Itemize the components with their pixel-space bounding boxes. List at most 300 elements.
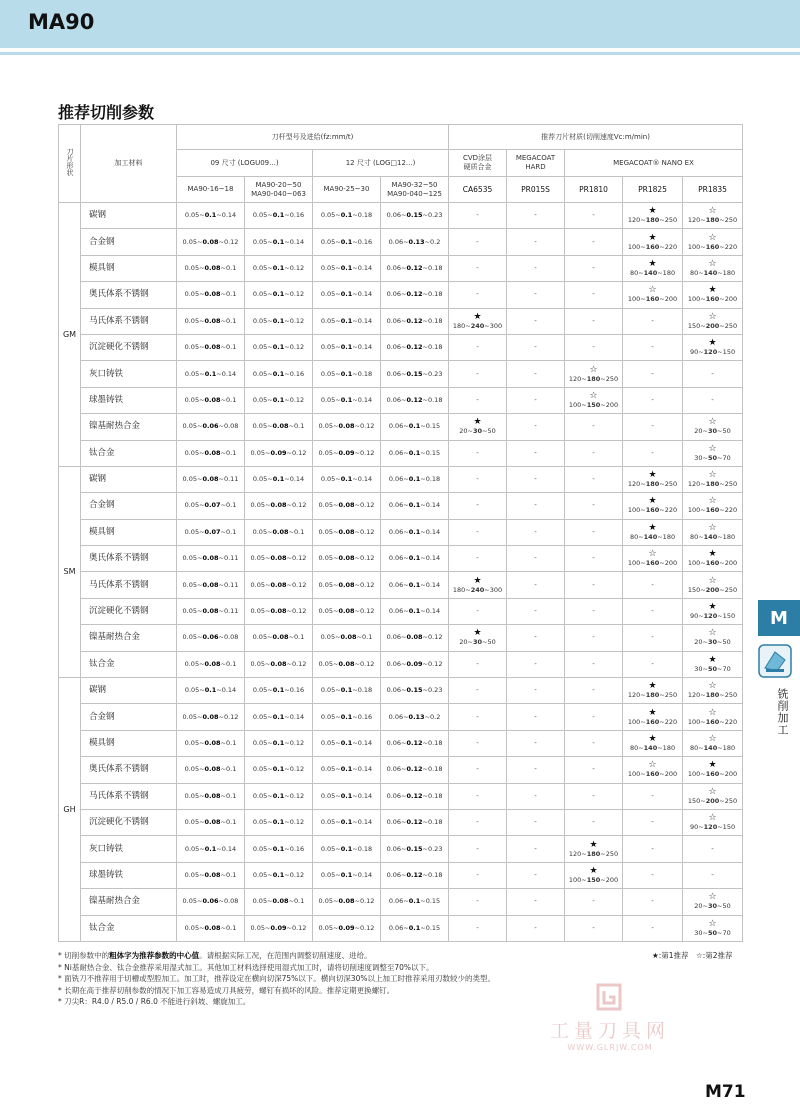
feed-cell: 0.06~0.1~0.14	[381, 493, 449, 519]
second-recommend-icon: ☆	[708, 311, 717, 322]
first-recommend-icon: ★	[648, 734, 657, 744]
second-recommend-icon: ☆	[648, 549, 657, 560]
dash-mark: -	[592, 554, 595, 563]
speed-range: 80~140~180	[629, 268, 676, 277]
dash-mark: -	[592, 739, 595, 747]
dash-mark: -	[534, 527, 537, 536]
speed-cell	[507, 651, 565, 677]
speed-cell	[507, 493, 565, 519]
material-cell: 碳钢	[81, 466, 177, 492]
dash-mark: -	[711, 844, 714, 853]
feed-cell: 0.05~0.08~0.1	[177, 915, 245, 941]
dash-mark: -	[651, 818, 654, 827]
feed-cell: 0.06~0.12~0.18	[381, 783, 449, 809]
grade-ca6535: CA6535	[449, 177, 507, 203]
first-recommend-icon: ★	[708, 760, 717, 771]
speed-cell	[683, 678, 743, 704]
material-cell: 合金钢	[81, 704, 177, 730]
speed-cell	[565, 361, 623, 387]
dash-mark: -	[651, 422, 654, 431]
feed-cell: 0.05~0.08~0.12	[313, 414, 381, 440]
speed-cell	[565, 598, 623, 624]
feed-cell: 0.05~0.1~0.14	[313, 308, 381, 334]
second-recommend-icon: ☆	[708, 496, 717, 507]
feed-cell: 0.05~0.1~0.14	[313, 862, 381, 888]
first-recommend-icon: ★	[648, 258, 657, 269]
second-recommend-icon: ☆	[708, 443, 717, 454]
table-row	[59, 255, 743, 281]
table-row	[59, 862, 743, 888]
dash-mark: -	[534, 633, 537, 642]
material-cell: 奥氏体系不锈钢	[81, 546, 177, 572]
material-cell: 球墨铸铁	[81, 387, 177, 413]
speed-range: 180~240~300	[452, 321, 503, 330]
speed-cell	[623, 255, 683, 281]
feed-cell: 0.05~0.08~0.12	[313, 651, 381, 677]
dash-mark: -	[534, 686, 537, 695]
speed-cell	[565, 387, 623, 413]
watermark-url: WWW.GLRJW.COM	[567, 1043, 653, 1052]
nanoex-header: MEGACOAT® NANO EX	[565, 150, 743, 177]
speed-cell	[683, 255, 743, 281]
speed-cell	[507, 598, 565, 624]
dash-mark: -	[592, 448, 595, 457]
speed-range: 100~150~200	[568, 875, 619, 884]
size12-header: 12 尺寸 (LOG□12...)	[313, 150, 449, 177]
dash-mark: -	[534, 237, 537, 246]
speed-cell	[449, 414, 507, 440]
feed-cell: 0.05~0.1~0.14	[313, 757, 381, 783]
speed-cell	[449, 783, 507, 809]
first-recommend-icon: ★	[708, 549, 717, 560]
speed-range: 20~30~50	[694, 427, 731, 436]
second-recommend-icon: ☆	[708, 417, 717, 428]
second-recommend-icon: ☆	[708, 575, 717, 586]
material-cell: 合金钢	[81, 493, 177, 519]
speed-range: 100~160~220	[627, 242, 678, 251]
first-recommend-icon: ★	[473, 628, 482, 639]
feed-cell: 0.05~0.08~0.1	[177, 282, 245, 308]
speed-cell	[623, 783, 683, 809]
speed-cell	[507, 836, 565, 862]
speed-range: 120~180~250	[568, 374, 619, 383]
material-cell: 合金钢	[81, 229, 177, 255]
dash-mark: -	[534, 501, 537, 510]
table-row	[59, 704, 743, 730]
speed-cell	[565, 862, 623, 888]
speed-cell	[565, 757, 623, 783]
speed-cell	[565, 546, 623, 572]
material-cell: 模具钢	[81, 730, 177, 756]
dash-mark: -	[476, 395, 479, 404]
feed-cell: 0.06~0.12~0.18	[381, 757, 449, 783]
first-recommend-icon: ★	[473, 417, 482, 428]
speed-cell	[565, 308, 623, 334]
table-row	[59, 466, 743, 492]
speed-range: 100~160~200	[627, 295, 678, 304]
feed-cell: 0.05~0.1~0.14	[313, 466, 381, 492]
speed-range: 90~120~150	[689, 823, 736, 832]
dash-mark: -	[476, 290, 479, 299]
feed-cell: 0.05~0.08~0.12	[313, 546, 381, 572]
speed-range: 20~30~50	[694, 638, 731, 647]
feed-cell: 0.06~0.12~0.18	[381, 730, 449, 756]
speed-group-header: 推荐刀片材质(切削速度Vc:m/min)	[449, 125, 743, 150]
feed-cell: 0.05~0.08~0.12	[313, 519, 381, 545]
speed-range: 30~50~70	[694, 664, 731, 673]
speed-range: 150~200~250	[687, 321, 738, 330]
dash-mark: -	[534, 475, 537, 484]
speed-cell	[449, 809, 507, 835]
feed-cell: 0.05~0.08~0.12	[313, 493, 381, 519]
dash-mark: -	[476, 211, 479, 220]
speed-cell	[683, 546, 743, 572]
speed-range: 80~140~180	[689, 744, 736, 752]
holder-col-2: MA90-20~50 MA90-040~063	[245, 177, 313, 203]
dash-mark: -	[592, 686, 595, 695]
material-cell: 沉淀硬化不锈钢	[81, 334, 177, 360]
speed-cell	[565, 440, 623, 466]
feed-cell: 0.05~0.1~0.14	[245, 229, 313, 255]
dash-mark: -	[476, 237, 479, 246]
speed-cell	[507, 519, 565, 545]
feed-cell: 0.05~0.1~0.14	[313, 255, 381, 281]
feed-cell: 0.05~0.08~0.1	[177, 440, 245, 466]
dash-mark: -	[476, 897, 479, 906]
dash-mark: -	[592, 263, 595, 272]
dash-mark: -	[534, 422, 537, 431]
dash-mark: -	[476, 686, 479, 695]
dash-mark: -	[476, 818, 479, 827]
speed-range: 100~160~200	[687, 559, 738, 568]
speed-cell	[565, 836, 623, 862]
speed-cell	[565, 519, 623, 545]
dash-mark: -	[592, 343, 595, 352]
table-row	[59, 598, 743, 624]
speed-cell	[507, 255, 565, 281]
table-row	[59, 572, 743, 598]
feed-cell: 0.05~0.08~0.12	[245, 651, 313, 677]
feed-cell: 0.06~0.1~0.15	[381, 440, 449, 466]
speed-range: 80~140~180	[629, 744, 676, 752]
speed-cell	[565, 572, 623, 598]
feed-cell: 0.05~0.08~0.1	[245, 519, 313, 545]
notes	[58, 950, 495, 1008]
dash-mark: -	[534, 607, 537, 616]
second-recommend-icon: ☆	[648, 285, 657, 296]
feed-cell: 0.05~0.08~0.1	[245, 889, 313, 915]
second-recommend-icon: ☆	[708, 470, 717, 481]
feed-cell: 0.05~0.1~0.14	[177, 678, 245, 704]
speed-cell	[683, 387, 743, 413]
feed-cell: 0.05~0.1~0.14	[313, 334, 381, 360]
feed-cell: 0.05~0.1~0.16	[245, 203, 313, 229]
speed-range: 120~180~250	[687, 480, 738, 489]
dash-mark: -	[476, 765, 479, 774]
dash-mark: -	[534, 739, 537, 747]
second-recommend-icon: ☆	[648, 760, 657, 771]
feed-cell: 0.06~0.1~0.18	[381, 466, 449, 492]
first-recommend-icon: ★	[708, 285, 717, 296]
speed-range: 100~160~200	[687, 295, 738, 304]
dash-mark: -	[476, 527, 479, 536]
dash-mark: -	[476, 791, 479, 800]
feed-cell: 0.05~0.1~0.14	[313, 730, 381, 756]
speed-cell	[623, 493, 683, 519]
speed-cell	[507, 387, 565, 413]
speed-cell	[623, 546, 683, 572]
speed-cell	[507, 466, 565, 492]
speed-cell	[565, 704, 623, 730]
speed-cell	[683, 414, 743, 440]
speed-cell	[507, 809, 565, 835]
second-recommend-icon: ☆	[708, 918, 717, 929]
speed-range: 120~180~250	[568, 849, 619, 858]
holder-col-4: MA90-32~50 MA90-040~125	[381, 177, 449, 203]
material-cell: 灰口铸铁	[81, 836, 177, 862]
speed-cell	[507, 915, 565, 941]
feed-cell: 0.05~0.08~0.12	[245, 598, 313, 624]
note-4: * 长期在高于推荐切削参数的情况下加工容易造成刀具疲劳，螺钉有损坏的风险。推荐定期更换螺钉。	[58, 985, 395, 995]
feed-cell: 0.05~0.1~0.12	[245, 730, 313, 756]
feed-cell: 0.05~0.08~0.12	[313, 598, 381, 624]
feed-cell: 0.05~0.09~0.12	[245, 440, 313, 466]
first-recommend-icon: ★	[648, 681, 657, 692]
second-recommend-icon: ☆	[708, 892, 717, 903]
first-recommend-icon: ★	[708, 602, 717, 613]
speed-cell	[507, 203, 565, 229]
feed-cell: 0.06~0.1~0.15	[381, 889, 449, 915]
speed-cell	[683, 915, 743, 941]
feed-cell: 0.05~0.08~0.12	[245, 572, 313, 598]
dash-mark: -	[592, 527, 595, 536]
speed-range: 120~180~250	[627, 691, 678, 700]
dash-mark: -	[534, 870, 537, 879]
feed-cell: 0.05~0.06~0.08	[177, 414, 245, 440]
dash-mark: -	[651, 316, 654, 325]
holder-col-3: MA90-25~30	[313, 177, 381, 203]
feed-cell: 0.06~0.1~0.14	[381, 598, 449, 624]
speed-cell	[449, 572, 507, 598]
speed-range: 100~160~220	[687, 506, 738, 515]
watermark-text: 工量刀具网	[549, 1020, 670, 1042]
feed-cell: 0.05~0.1~0.14	[245, 466, 313, 492]
material-cell: 沉淀硬化不锈钢	[81, 598, 177, 624]
feed-cell: 0.06~0.15~0.23	[381, 678, 449, 704]
speed-range: 30~50~70	[694, 453, 731, 462]
grade-pr1835: PR1835	[683, 177, 743, 203]
feed-cell: 0.05~0.07~0.1	[177, 493, 245, 519]
speed-cell	[449, 203, 507, 229]
speed-range: 100~160~220	[627, 506, 678, 515]
feed-cell: 0.05~0.1~0.18	[313, 678, 381, 704]
dash-mark: -	[534, 923, 537, 932]
material-cell: 钛合金	[81, 915, 177, 941]
speed-cell	[683, 862, 743, 888]
speed-range: 100~160~220	[687, 717, 738, 726]
speed-cell	[623, 440, 683, 466]
first-recommend-icon: ★	[473, 575, 482, 586]
feed-group-header: 刀杆型号及进给(fz:mm/t)	[177, 125, 449, 150]
speed-cell	[623, 730, 683, 756]
feed-cell: 0.05~0.1~0.12	[245, 308, 313, 334]
table-row	[59, 809, 743, 835]
dash-mark: -	[534, 316, 537, 325]
dash-mark: -	[476, 369, 479, 378]
speed-cell	[565, 783, 623, 809]
dash-mark: -	[651, 607, 654, 616]
watermark-logo-icon	[590, 982, 630, 1012]
feed-cell: 0.06~0.09~0.12	[381, 651, 449, 677]
speed-range: 80~140~180	[689, 532, 736, 541]
first-recommend-icon: ★	[648, 470, 657, 481]
speed-cell	[683, 361, 743, 387]
speed-cell	[449, 598, 507, 624]
feed-cell: 0.05~0.08~0.12	[245, 546, 313, 572]
speed-range: 180~240~300	[452, 585, 503, 594]
feed-cell: 0.06~0.08~0.12	[381, 625, 449, 651]
speed-cell	[449, 440, 507, 466]
feed-cell: 0.05~0.1~0.14	[245, 704, 313, 730]
second-recommend-icon: ☆	[708, 813, 717, 824]
speed-cell	[449, 308, 507, 334]
shape-cell: GH	[59, 678, 81, 942]
feed-cell: 0.05~0.1~0.12	[245, 862, 313, 888]
speed-cell	[683, 440, 743, 466]
speed-cell	[623, 651, 683, 677]
speed-cell	[683, 334, 743, 360]
speed-cell	[683, 730, 743, 756]
first-recommend-icon: ★	[648, 707, 657, 718]
speed-cell	[449, 757, 507, 783]
speed-cell	[623, 229, 683, 255]
feed-cell: 0.06~0.12~0.18	[381, 387, 449, 413]
speed-cell	[507, 414, 565, 440]
speed-cell	[449, 651, 507, 677]
feed-cell: 0.06~0.12~0.18	[381, 282, 449, 308]
dash-mark: -	[592, 897, 595, 906]
speed-cell	[623, 809, 683, 835]
speed-cell	[623, 466, 683, 492]
speed-range: 90~120~150	[689, 348, 736, 357]
dash-mark: -	[651, 369, 654, 378]
speed-range: 100~160~220	[627, 717, 678, 726]
feed-cell: 0.06~0.1~0.14	[381, 519, 449, 545]
speed-cell	[683, 625, 743, 651]
speed-cell	[449, 836, 507, 862]
dash-mark: -	[476, 607, 479, 616]
feed-cell: 0.06~0.1~0.14	[381, 546, 449, 572]
speed-range: 100~160~200	[627, 770, 678, 779]
holder-col-1: MA90-16~18	[177, 177, 245, 203]
feed-cell: 0.06~0.12~0.18	[381, 334, 449, 360]
table-row	[59, 519, 743, 545]
speed-cell	[449, 862, 507, 888]
material-cell: 镍基耐热合金	[81, 889, 177, 915]
speed-cell	[683, 889, 743, 915]
dash-mark: -	[711, 395, 714, 404]
material-cell: 马氏体系不锈钢	[81, 783, 177, 809]
speed-cell	[683, 783, 743, 809]
dash-mark: -	[592, 712, 595, 721]
section-title: 推荐切削参数	[58, 103, 155, 122]
dash-mark: -	[534, 712, 537, 721]
speed-range: 150~200~250	[687, 585, 738, 594]
speed-cell	[623, 282, 683, 308]
feed-cell: 0.05~0.07~0.1	[177, 519, 245, 545]
table-row	[59, 678, 743, 704]
speed-cell	[623, 334, 683, 360]
side-tab-letter[interactable]: M	[758, 600, 800, 636]
page-title: MA90	[28, 10, 95, 34]
feed-cell: 0.05~0.08~0.11	[177, 572, 245, 598]
speed-cell	[623, 915, 683, 941]
material-cell: 沉淀硬化不锈钢	[81, 809, 177, 835]
dash-mark: -	[534, 448, 537, 457]
material-header: 加工材料	[81, 125, 177, 203]
speed-cell	[565, 255, 623, 281]
feed-cell: 0.05~0.09~0.12	[313, 915, 381, 941]
feed-cell: 0.05~0.1~0.16	[313, 229, 381, 255]
speed-range: 120~180~250	[687, 216, 738, 225]
feed-cell: 0.05~0.08~0.1	[245, 625, 313, 651]
speed-cell	[449, 466, 507, 492]
speed-cell	[683, 704, 743, 730]
speed-range: 150~200~250	[687, 796, 738, 805]
note-1: * 切削参数中的粗体字为推荐参数的中心值。请根据实际工况，在范围内调整切削速度、进给。	[58, 951, 372, 960]
dash-mark: -	[592, 818, 595, 827]
speed-cell	[683, 229, 743, 255]
dash-mark: -	[592, 211, 595, 220]
speed-cell	[565, 282, 623, 308]
speed-cell	[623, 678, 683, 704]
speed-cell	[623, 862, 683, 888]
table-row	[59, 440, 743, 466]
speed-cell	[565, 466, 623, 492]
dash-mark: -	[534, 369, 537, 378]
speed-cell	[623, 757, 683, 783]
speed-cell	[507, 625, 565, 651]
feed-cell: 0.06~0.12~0.18	[381, 862, 449, 888]
material-cell: 球墨铸铁	[81, 862, 177, 888]
feed-cell: 0.05~0.1~0.12	[245, 387, 313, 413]
feed-cell: 0.05~0.1~0.16	[245, 678, 313, 704]
dash-mark: -	[592, 316, 595, 325]
feed-cell: 0.05~0.08~0.1	[177, 308, 245, 334]
note-2: * Ni基耐热合金、钛合金推荐采用湿式加工。其他加工材料选择使用湿式加工时，请将切削速度调整至70%以下。	[58, 962, 434, 972]
feed-cell: 0.05~0.1~0.12	[245, 783, 313, 809]
feed-cell: 0.05~0.1~0.16	[313, 704, 381, 730]
dash-mark: -	[651, 580, 654, 589]
speed-range: 80~140~180	[689, 268, 736, 277]
speed-cell	[623, 519, 683, 545]
speed-range: 100~150~200	[568, 400, 619, 409]
feed-cell: 0.05~0.1~0.14	[177, 836, 245, 862]
speed-cell	[565, 334, 623, 360]
second-recommend-icon: ☆	[708, 232, 717, 243]
speed-cell	[683, 809, 743, 835]
speed-cell	[683, 493, 743, 519]
dash-mark: -	[476, 475, 479, 484]
speed-cell	[565, 203, 623, 229]
speed-cell	[449, 546, 507, 572]
feed-cell: 0.05~0.09~0.12	[245, 915, 313, 941]
feed-cell: 0.05~0.08~0.11	[177, 598, 245, 624]
speed-range: 20~30~50	[694, 902, 731, 911]
speed-cell	[449, 361, 507, 387]
note-5: * 刀尖R：R4.0 / R5.0 / R6.0 不能进行斜坡、螺旋加工。	[58, 997, 251, 1006]
dash-mark: -	[592, 501, 595, 510]
